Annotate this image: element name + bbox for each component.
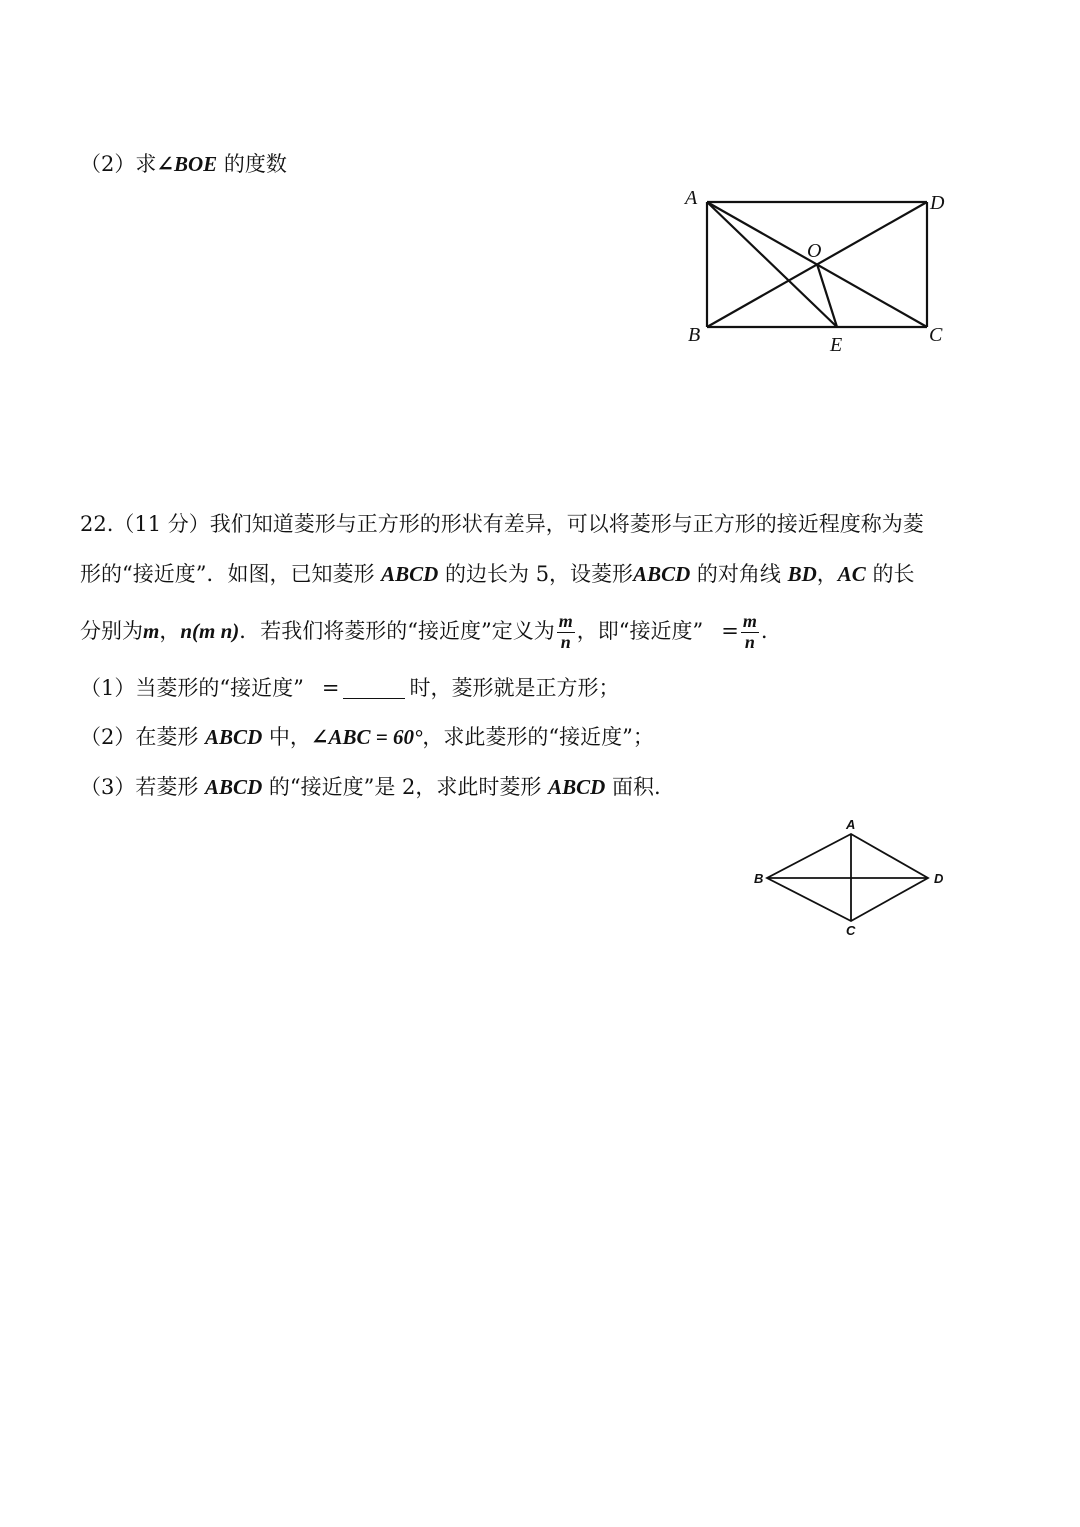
q22-sub3-v2: ABCD [548, 775, 606, 799]
q22-line2-v1: ABCD [381, 562, 439, 586]
q22-sub1 [80, 678, 619, 699]
q22-sub3 [80, 777, 661, 798]
q22-sub2-t1: （2）在菱形 [80, 725, 206, 749]
q22-line3-t4: ，即“接近度” [576, 618, 704, 643]
q22-line2-v2: ABCD [633, 562, 691, 586]
q22-sub1-t2: = [321, 676, 340, 700]
q22-line2-t1: 形的“接近度”．如图，已知菱形 [80, 562, 382, 586]
q22-sub1-t1: （1）当菱形的“接近度” [80, 676, 304, 700]
q22-line2-t2: 的边长为 5，设菱形 [438, 562, 634, 586]
frac2-numerator: m [742, 611, 757, 631]
q22-sub2-t3: ，求此菱形的“接近度”； [422, 725, 654, 749]
q22-sub2-v1: ABCD [205, 725, 263, 749]
q22-line2-v3: BD [787, 562, 817, 586]
label-C: C [846, 923, 856, 938]
q21-part2-angle: ∠BOE [156, 152, 218, 176]
q22-line3-t1: 分别为 [80, 618, 143, 643]
frac2-denominator: n [744, 631, 755, 652]
frac1-numerator: m [558, 611, 573, 631]
q22-sub2-t2: 中， [262, 725, 311, 749]
q22-line3-t2: ， [159, 618, 181, 643]
q22-sub3-v1: ABCD [205, 775, 263, 799]
label-O: O [807, 240, 822, 262]
q22-frac2 [741, 612, 759, 653]
label-B: B [688, 324, 701, 346]
q21-part2 [80, 154, 287, 175]
q22-line2-t3: 的对角线 [690, 562, 788, 586]
q22-sub2 [80, 727, 654, 748]
q22-sub3-t2: 的“接近度”是 2，求此时菱形 [262, 775, 549, 799]
frac1-denominator: n [560, 631, 571, 652]
q22-sub3-t3: 面积. [605, 775, 661, 799]
q22-line1-text: 我们知道菱形与正方形的形状有差异，可以将菱形与正方形的接近程度称为菱 [209, 512, 924, 536]
q22-line3-t6: . [760, 618, 768, 643]
q22-line2-t5: 的长 [865, 562, 915, 586]
q22-line3-v2: n(m n) [180, 618, 240, 643]
q22-sub3-t1: （3）若菱形 [80, 775, 206, 799]
q22-frac1 [557, 612, 575, 653]
q22-line2-v4: AC [837, 562, 866, 586]
label-D: D [930, 192, 945, 214]
label-D: D [934, 871, 944, 886]
label-A: A [846, 817, 856, 832]
q22-line3-t5: = [721, 618, 739, 643]
q21-part2-suffix: 的度数 [217, 152, 287, 176]
q22-line3-v1: m [143, 618, 160, 643]
answer-blank[interactable] [343, 680, 405, 699]
q22-line3 [80, 612, 768, 653]
rectangle-figure [680, 180, 960, 360]
q22-number: 22.（11 分） [80, 512, 210, 536]
q22-line3-t3: ．若我们将菱形的“接近度”定义为 [239, 618, 555, 643]
label-B: B [754, 871, 764, 886]
q22-sub2-v2: ∠ABC = 60° [310, 725, 423, 749]
q22-line1 [80, 514, 924, 535]
label-E: E [830, 334, 843, 356]
label-C: C [929, 324, 943, 346]
q22-sub1-t3: 时，菱形就是正方形； [409, 676, 620, 700]
q21-part2-prefix: （2）求 [80, 152, 157, 176]
q22-line2-t4: ， [816, 562, 838, 586]
q22-line2 [80, 564, 915, 585]
rhombus-figure [745, 812, 955, 942]
label-A: A [685, 187, 698, 209]
